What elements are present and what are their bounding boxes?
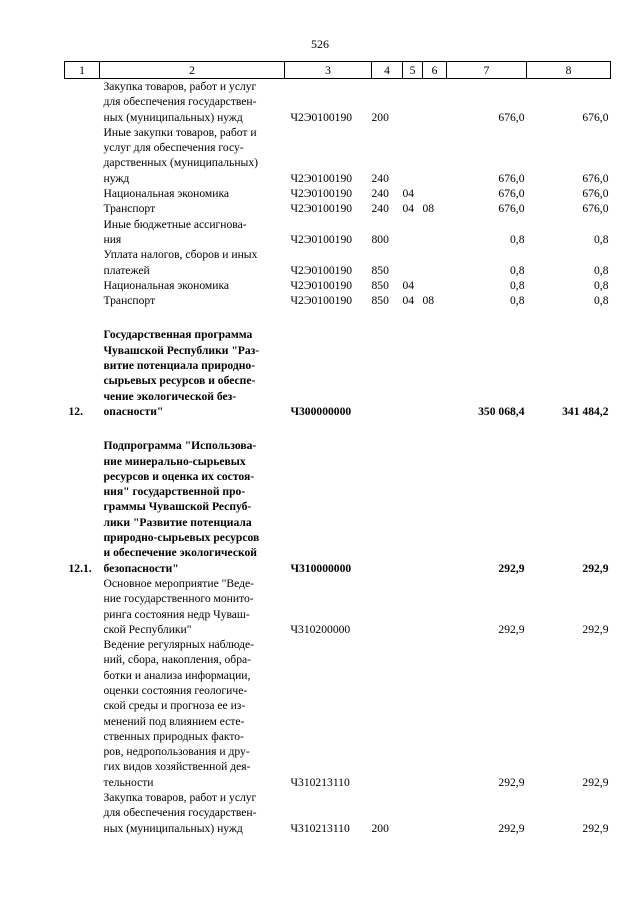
table-row bbox=[65, 217, 611, 248]
item-name-line: сырьевых ресурсов и обеспе- bbox=[103, 374, 256, 388]
item-name-line: Уплата налогов, сборов и иных bbox=[103, 248, 258, 262]
section-cell bbox=[403, 327, 423, 419]
subsection-cell bbox=[423, 637, 447, 790]
amount-year1-cell: 292,9 bbox=[498, 775, 525, 789]
amount-year2-cell: 0,8 bbox=[594, 232, 609, 246]
item-name-line: ние государственного монито- bbox=[103, 592, 254, 606]
amount-year1-cell: 676,0 bbox=[498, 110, 525, 124]
column-header-6: 6 bbox=[423, 62, 447, 79]
target-code-cell: Ч2Э0100190 bbox=[290, 202, 353, 216]
column-header-1: 1 bbox=[65, 62, 100, 79]
item-name-line: чение экологической без- bbox=[103, 389, 237, 403]
amount-year1-cell: 676,0 bbox=[498, 202, 525, 216]
item-name-line: ние минерально-сырьевых bbox=[103, 454, 246, 468]
row-number-cell: 12.1. bbox=[68, 561, 92, 575]
item-name-line: Закупка товаров, работ и услуг bbox=[103, 80, 257, 93]
item-name-line: Иные бюджетные ассигнова- bbox=[103, 217, 247, 231]
item-name-line: Закупка товаров, работ и услуг bbox=[103, 791, 257, 805]
row-number-cell bbox=[65, 637, 100, 790]
item-name-line: нужд bbox=[103, 171, 130, 185]
expense-type-cell: 800 bbox=[371, 232, 389, 246]
amount-year2-cell: 0,8 bbox=[594, 263, 609, 277]
item-name-line: тельности bbox=[103, 775, 154, 789]
section-cell bbox=[403, 79, 423, 125]
item-name-cell bbox=[100, 327, 285, 419]
expense-type-cell: 850 bbox=[371, 278, 389, 292]
section-cell bbox=[403, 637, 423, 790]
subsection-cell bbox=[423, 576, 447, 637]
subsection-cell: 08 bbox=[422, 202, 435, 216]
amount-year2-cell: 292,9 bbox=[582, 622, 609, 636]
item-name-cell bbox=[100, 125, 285, 186]
subsection-cell bbox=[423, 327, 447, 419]
item-name-line: ственных природных факто- bbox=[103, 729, 244, 743]
section-cell: 04 bbox=[402, 278, 415, 292]
amount-year1-cell: 676,0 bbox=[498, 171, 525, 185]
amount-year1-cell: 676,0 bbox=[498, 187, 525, 201]
item-name-cell bbox=[100, 201, 285, 216]
item-name-line: граммы Чувашской Респуб- bbox=[103, 500, 252, 514]
expense-type-cell: 850 bbox=[371, 294, 389, 308]
subsection-cell bbox=[423, 790, 447, 836]
item-name-line: ботки и анализа информации, bbox=[103, 668, 251, 682]
item-name-cell bbox=[100, 278, 285, 293]
page-number: 526 bbox=[311, 37, 329, 51]
table-row bbox=[65, 637, 611, 790]
subsection-cell bbox=[423, 125, 447, 186]
item-name-line: Чувашской Республики "Раз- bbox=[103, 343, 260, 357]
item-name-cell bbox=[100, 79, 285, 125]
target-code-cell: Ч2Э0100190 bbox=[290, 294, 353, 308]
item-name-line: ресурсов и оценка их состоя- bbox=[103, 469, 255, 483]
item-name-cell bbox=[100, 576, 285, 637]
expense-type-cell bbox=[372, 327, 403, 419]
item-name-line: Государственная программа bbox=[103, 328, 253, 342]
item-name-line: ных (муниципальных) нужд bbox=[103, 821, 243, 835]
row-number-cell bbox=[65, 217, 100, 248]
item-name-line: витие потенциала природно- bbox=[103, 359, 256, 373]
subsection-cell bbox=[423, 438, 447, 576]
amount-year2-cell: 0,8 bbox=[594, 278, 609, 292]
amount-year2-cell: 676,0 bbox=[582, 202, 609, 216]
amount-year2-cell: 292,9 bbox=[582, 561, 609, 575]
item-name-line: Национальная экономика bbox=[103, 187, 230, 201]
spacer-row bbox=[65, 308, 611, 327]
table-row bbox=[65, 438, 611, 576]
column-header-2: 2 bbox=[100, 62, 285, 79]
subsection-cell bbox=[423, 278, 447, 293]
subsection-cell bbox=[423, 186, 447, 201]
item-name-line: услуг для обеспечения госу- bbox=[103, 141, 244, 155]
item-name-line: и обеспечение экологической bbox=[103, 546, 257, 560]
spacer-row bbox=[65, 419, 611, 438]
spacer-cell bbox=[65, 308, 611, 327]
section-cell bbox=[403, 790, 423, 836]
row-number-cell bbox=[65, 79, 100, 125]
amount-year1-cell: 292,9 bbox=[498, 821, 525, 835]
table-row bbox=[65, 327, 611, 419]
section-cell bbox=[403, 217, 423, 248]
subsection-cell bbox=[423, 79, 447, 125]
amount-year2-cell: 0,8 bbox=[594, 294, 609, 308]
expense-type-cell: 240 bbox=[371, 171, 389, 185]
section-cell: 04 bbox=[402, 187, 415, 201]
table-row bbox=[65, 125, 611, 186]
item-name-cell bbox=[100, 217, 285, 248]
expense-type-cell bbox=[372, 438, 403, 576]
expense-type-cell: 240 bbox=[371, 187, 389, 201]
item-name-line: ния" государственной про- bbox=[103, 485, 246, 499]
item-name-cell bbox=[100, 790, 285, 836]
item-name-line: Ведение регулярных наблюде- bbox=[103, 638, 255, 652]
amount-year2-cell: 292,9 bbox=[582, 821, 609, 835]
table-body bbox=[65, 79, 611, 836]
item-name-line: ской Республики" bbox=[103, 622, 192, 636]
amount-year1-cell: 0,8 bbox=[510, 294, 525, 308]
item-name-line: лики "Развитие потенциала bbox=[103, 515, 252, 529]
item-name-line: гих видов хозяйственной дея- bbox=[103, 760, 251, 774]
expense-type-cell: 850 bbox=[371, 263, 389, 277]
target-code-cell: Ч310213110 bbox=[290, 775, 350, 789]
item-name-line: для обеспечения государствен- bbox=[103, 806, 257, 820]
item-name-line: Транспорт bbox=[103, 202, 156, 216]
amount-year2-cell: 292,9 bbox=[582, 775, 609, 789]
row-number-cell bbox=[65, 790, 100, 836]
row-number-cell bbox=[65, 247, 100, 278]
item-name-line: ния bbox=[103, 232, 122, 246]
table-row bbox=[65, 79, 611, 125]
table-row bbox=[65, 576, 611, 637]
item-name-line: оценки состояния геологиче- bbox=[103, 683, 248, 697]
column-header-4: 4 bbox=[372, 62, 403, 79]
amount-year1-cell: 0,8 bbox=[510, 278, 525, 292]
item-name-line: ской среды и прогноза ее из- bbox=[103, 699, 246, 713]
column-header-7: 7 bbox=[447, 62, 527, 79]
row-number-cell bbox=[65, 186, 100, 201]
item-name-line: Национальная экономика bbox=[103, 278, 230, 292]
expense-type-cell: 240 bbox=[371, 202, 389, 216]
amount-year2-cell: 676,0 bbox=[582, 187, 609, 201]
amount-year2-cell: 676,0 bbox=[582, 110, 609, 124]
item-name-cell bbox=[100, 438, 285, 576]
spacer-cell bbox=[65, 419, 611, 438]
amount-year1-cell: 292,9 bbox=[498, 622, 525, 636]
section-cell bbox=[403, 576, 423, 637]
amount-year2-cell: 676,0 bbox=[582, 171, 609, 185]
item-name-line: ров, недропользования и дру- bbox=[103, 745, 250, 759]
target-code-cell: Ч310000000 bbox=[290, 561, 352, 575]
amount-year1-cell: 0,8 bbox=[510, 232, 525, 246]
item-name-line: менений под влиянием есте- bbox=[103, 714, 245, 728]
target-code-cell: Ч310213110 bbox=[290, 821, 350, 835]
subsection-cell bbox=[423, 247, 447, 278]
section-cell: 04 bbox=[402, 294, 415, 308]
row-number-cell bbox=[65, 293, 100, 308]
amount-year1-cell: 350 068,4 bbox=[478, 404, 525, 418]
table-row bbox=[65, 186, 611, 201]
table-row bbox=[65, 201, 611, 216]
target-code-cell: Ч2Э0100190 bbox=[290, 232, 353, 246]
amount-year2-cell: 341 484,2 bbox=[562, 404, 609, 418]
item-name-line: природно-сырьевых ресурсов bbox=[103, 531, 260, 545]
item-name-line: Транспорт bbox=[103, 294, 156, 308]
row-number-cell bbox=[65, 125, 100, 186]
table-row bbox=[65, 293, 611, 308]
expense-type-cell: 200 bbox=[371, 821, 389, 835]
item-name-cell bbox=[100, 293, 285, 308]
item-name-line: ний, сбора, накопления, обра- bbox=[103, 653, 251, 667]
item-name-line: безопасности" bbox=[103, 561, 179, 575]
item-name-line: ных (муниципальных) нужд bbox=[103, 110, 243, 124]
item-name-line: Иные закупки товаров, работ и bbox=[103, 125, 257, 139]
column-header-5: 5 bbox=[403, 62, 423, 79]
item-name-line: ринга состояния недр Чуваш- bbox=[103, 607, 250, 621]
target-code-cell: Ч2Э0100190 bbox=[290, 263, 353, 277]
section-cell: 04 bbox=[402, 202, 415, 216]
item-name-line: дарственных (муниципальных) bbox=[103, 156, 258, 170]
target-code-cell: Ч2Э0100190 bbox=[290, 110, 353, 124]
subsection-cell: 08 bbox=[422, 294, 435, 308]
row-number-cell bbox=[65, 576, 100, 637]
item-name-line: для обеспечения государствен- bbox=[103, 95, 257, 109]
target-code-cell: Ч2Э0100190 bbox=[290, 171, 353, 185]
item-name-cell bbox=[100, 186, 285, 201]
table-row bbox=[65, 247, 611, 278]
target-code-cell: Ч300000000 bbox=[290, 404, 352, 418]
section-cell bbox=[403, 247, 423, 278]
table-row bbox=[65, 790, 611, 836]
item-name-line: платежей bbox=[103, 263, 150, 277]
item-name-cell bbox=[100, 247, 285, 278]
amount-year1-cell: 292,9 bbox=[498, 561, 525, 575]
subsection-cell bbox=[423, 217, 447, 248]
expense-type-cell bbox=[372, 637, 403, 790]
section-cell bbox=[403, 125, 423, 186]
item-name-cell bbox=[100, 637, 285, 790]
target-code-cell: Ч2Э0100190 bbox=[290, 278, 353, 292]
column-header-8: 8 bbox=[527, 62, 611, 79]
column-header-3: 3 bbox=[285, 62, 372, 79]
row-number-cell: 12. bbox=[68, 404, 83, 418]
table-row bbox=[65, 278, 611, 293]
row-number-cell bbox=[65, 278, 100, 293]
item-name-line: Основное мероприятие "Веде- bbox=[103, 576, 254, 590]
item-name-line: Подпрограмма "Использова- bbox=[103, 439, 257, 453]
expense-type-cell: 200 bbox=[371, 110, 389, 124]
section-cell bbox=[403, 438, 423, 576]
row-number-cell bbox=[65, 201, 100, 216]
table-header bbox=[65, 62, 611, 79]
expense-type-cell bbox=[372, 576, 403, 637]
amount-year1-cell: 0,8 bbox=[510, 263, 525, 277]
budget-table bbox=[64, 61, 611, 836]
target-code-cell: Ч2Э0100190 bbox=[290, 187, 353, 201]
item-name-line: опасности" bbox=[103, 404, 164, 418]
target-code-cell: Ч310200000 bbox=[290, 622, 351, 636]
